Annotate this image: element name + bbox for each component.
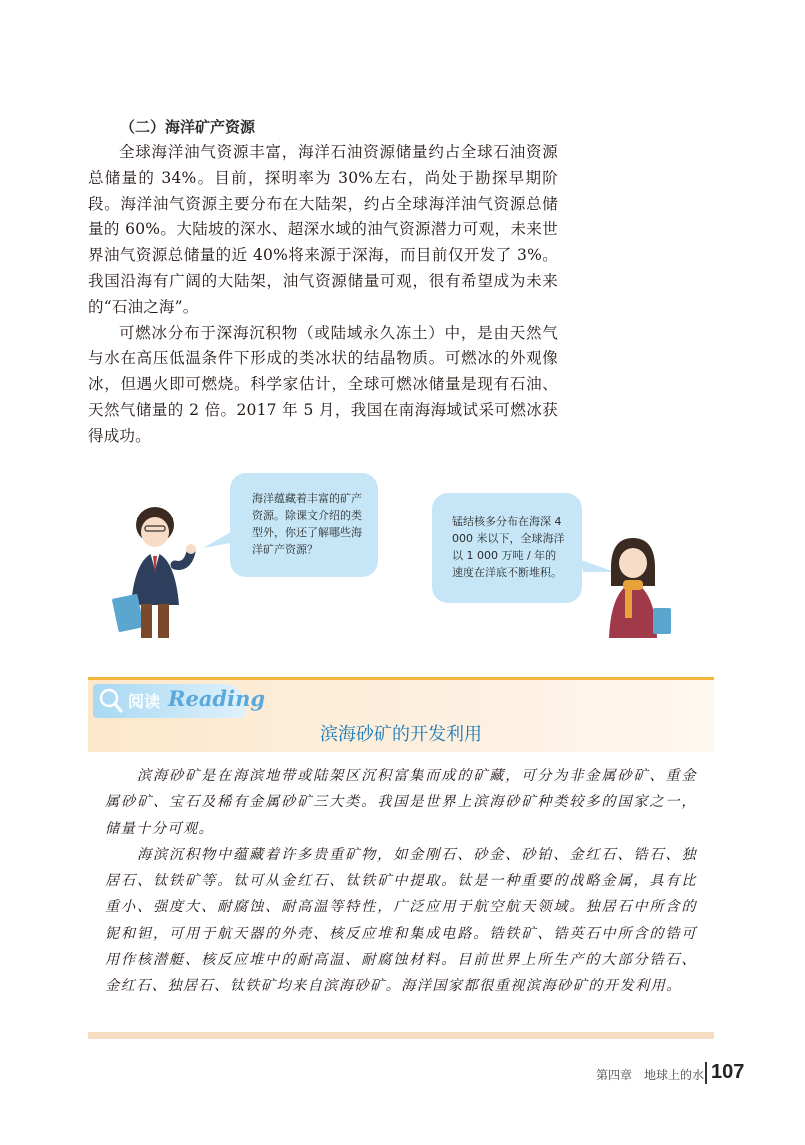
reading-paragraph-1: 滨海砂矿是在海滨地带或陆架区沉积富集而成的矿藏，可分为非金属砂矿、重金属砂矿、宝石及稀有金属砂矿三大类。我国是世界上滨海砂矿种类较多的国家之一，储量十分可观。 [105,768,697,837]
section-heading: （二）海洋矿产资源 [120,118,256,136]
girl-illustration [575,520,685,645]
bubble-tail [581,560,615,572]
page-number: 107 [711,1061,745,1083]
bubble-left-text: 海洋蕴藏着丰富的矿产资源。除课文介绍的类型外，你还了解哪些海洋矿产资源？ [252,492,362,556]
paragraph-oil-gas: 全球海洋油气资源丰富，海洋石油资源储量约占全球石油资源总储量的 34%。目前，探明率为 30%左右，尚处于勘探早期阶段。海洋油气资源主要分布在大陆架，约占全球海洋油气资源总储量的 60%。大陆坡的深水、超深水域的油气资源潜力可观，未来世界油气资源总储量的近 40%将来源于深海，而目前仅开发了 3%。我国沿海有广阔的大陆架，油气资源储量可观，很有希望成为未来的“石油之海”。 [88,143,558,316]
magnifier-icon [98,687,124,715]
paragraph-gas-hydrate: 可燃冰分布于深海沉积物（或陆域永久冻土）中，是由天然气与水在高压低温条件下形成的类冰状的结晶物质。可燃冰的外观像冰，但遇火即可燃烧。科学家估计，全球可燃冰储量是现有石油、天然气储量的 2 倍。2017 年 5 月，我国在南海海域试采可燃冰获得成功。 [88,323,558,445]
section-body [88,140,558,450]
reading-title: 滨海砂矿的开发利用 [320,724,482,745]
reading-paragraph-2: 海滨沉积物中蕴藏着许多贵重矿物，如金刚石、砂金、砂铂、金红石、锆石、独居石、钛铁矿等。钛可从金红石、钛铁矿中提取。钛是一种重要的战略金属，具有比重小、强度大、耐腐蚀、耐高温等特性，广泛应用于航空航天领域。独居石中所含的铌和钽，可用于航天器的外壳、核反应堆和集成电路。锆铁矿、锆英石中所含的锆可用作核潜艇、核反应堆中的耐高温、耐腐蚀材料。目前世界上所生产的大部分锆石、金红石、独居石、钛铁矿均来自滨海砂矿。海洋国家都很重视滨海砂矿的开发利用。 [105,846,697,995]
speech-bubble-right [432,493,582,603]
reading-label-en: Reading [168,686,266,711]
reading-body [105,763,697,1000]
reading-top-line [88,677,714,680]
chapter-footer: 第四章 地球上的水 [596,1068,705,1082]
reading-bottom-bar [88,1032,714,1039]
footer-divider [705,1062,707,1084]
bubble-right-text: 锰结核多分布在海深 4 000 米以下，全球海洋以 1 000 万吨 / 年的速度在洋底不断堆积。 [452,515,565,579]
speech-bubble-left [230,473,378,577]
reading-label: 阅读 [128,692,161,711]
